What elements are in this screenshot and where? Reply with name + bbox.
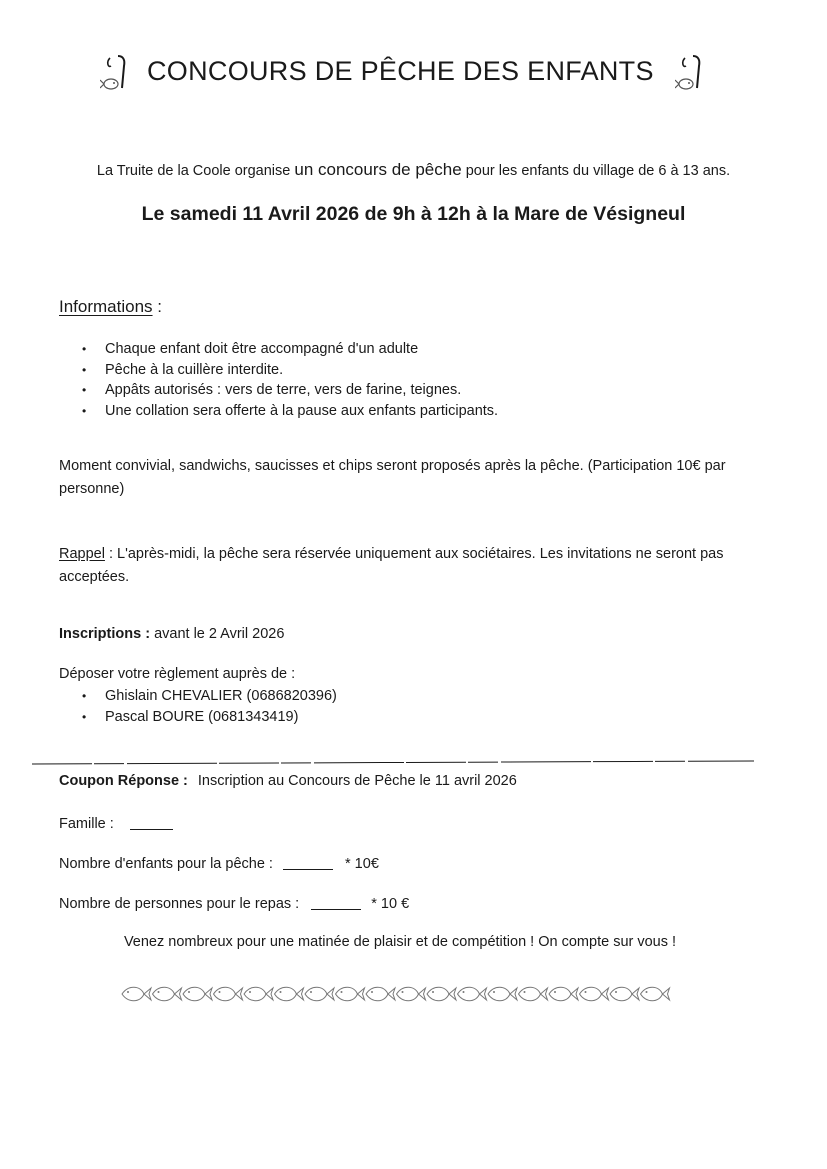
title-row [0,50,827,100]
famille-blank[interactable] [130,815,173,830]
enfants-field[interactable] [59,855,379,872]
repas-label: Nombre de personnes pour le repas : [59,896,300,912]
informations-heading-label: Informations [59,297,153,316]
informations-heading [59,297,162,317]
repas-blank[interactable] [311,895,361,910]
famille-field[interactable] [59,815,173,832]
fish-mark [458,987,487,1001]
fish-chain-icon [118,981,688,1007]
list-item: • Une collation sera offerte à la pause aux enfants participants. [59,401,498,422]
enfants-price: * 10€ [345,856,379,872]
page-title: CONCOURS DE PÊCHE DES ENFANTS [147,56,654,86]
coupon-line [59,773,517,789]
fish-mark [549,987,578,1001]
fish-mark [641,987,670,1001]
famille-label: Famille : [59,816,114,832]
list-item: • Appâts autorisés : vers de terre, vers de farine, teignes. [59,380,498,401]
repas-price: * 10 € [371,896,410,912]
fish-mark [610,987,639,1001]
rappel-paragraph [59,543,759,589]
inscriptions-text: avant le 2 Avril 2026 [150,626,285,642]
dashed-cut-line [32,757,754,767]
coupon-text: Inscription au Concours de Pêche le 11 avril 2026 [197,773,517,789]
informations-heading-suffix: : [152,297,162,316]
fish-mark [580,987,609,1001]
fish-mark [336,987,365,1001]
fish-hook-icon [100,52,130,94]
fish-hook-icon [675,52,705,94]
fish-mark [519,987,548,1001]
inscriptions-label: Inscriptions : [59,626,151,642]
coupon-label: Coupon Réponse : [59,773,188,789]
list-item: • Pascal BOURE (0681343419) [59,707,337,728]
fish-mark [397,987,426,1001]
fish-mark [427,987,456,1001]
fish-mark [214,987,243,1001]
enfants-label: Nombre d'enfants pour la pêche : [59,856,273,872]
repas-field[interactable] [59,895,409,912]
fish-mark [153,987,182,1001]
fish-mark [488,987,517,1001]
event-headline: Le samedi 11 Avril 2026 de 9h à 12h à la Mare de Vésigneul [141,203,686,225]
intro-text [0,160,827,180]
rappel-text: : L'après-midi, la pêche sera réservée uniquement aux sociétaires. Les invitations ne seront pas acceptées. [59,546,724,585]
intro-before: La Truite de la Coole organise [96,163,295,179]
contacts-list [59,686,337,727]
list-item: • Ghislain CHEVALIER (0686820396) [59,686,337,707]
fish-mark [244,987,273,1001]
list-item: • Pêche à la cuillère interdite. [59,360,498,381]
closing-text: Venez nombreux pour une matinée de plaisir et de compétition ! On compte sur vous ! [123,934,677,950]
fish-mark [122,987,151,1001]
rappel-label: Rappel [59,546,105,562]
intro-emphasis: un concours de pêche [294,160,462,179]
depot-intro: Déposer votre règlement auprès de : [59,666,296,682]
fish-mark [305,987,334,1001]
fish-mark [183,987,212,1001]
inscriptions-line [59,626,284,642]
enfants-blank[interactable] [283,855,333,870]
fish-mark [366,987,395,1001]
list-item: • Chaque enfant doit être accompagné d'un adulte [59,339,498,360]
moment-paragraph: Moment convivial, sandwichs, saucisses et chips seront proposés après la pêche. (Participation 10€ par personne) [59,458,726,497]
intro-after: pour les enfants du village de 6 à 13 ans. [461,163,731,179]
fish-mark [275,987,304,1001]
informations-list [59,339,498,422]
